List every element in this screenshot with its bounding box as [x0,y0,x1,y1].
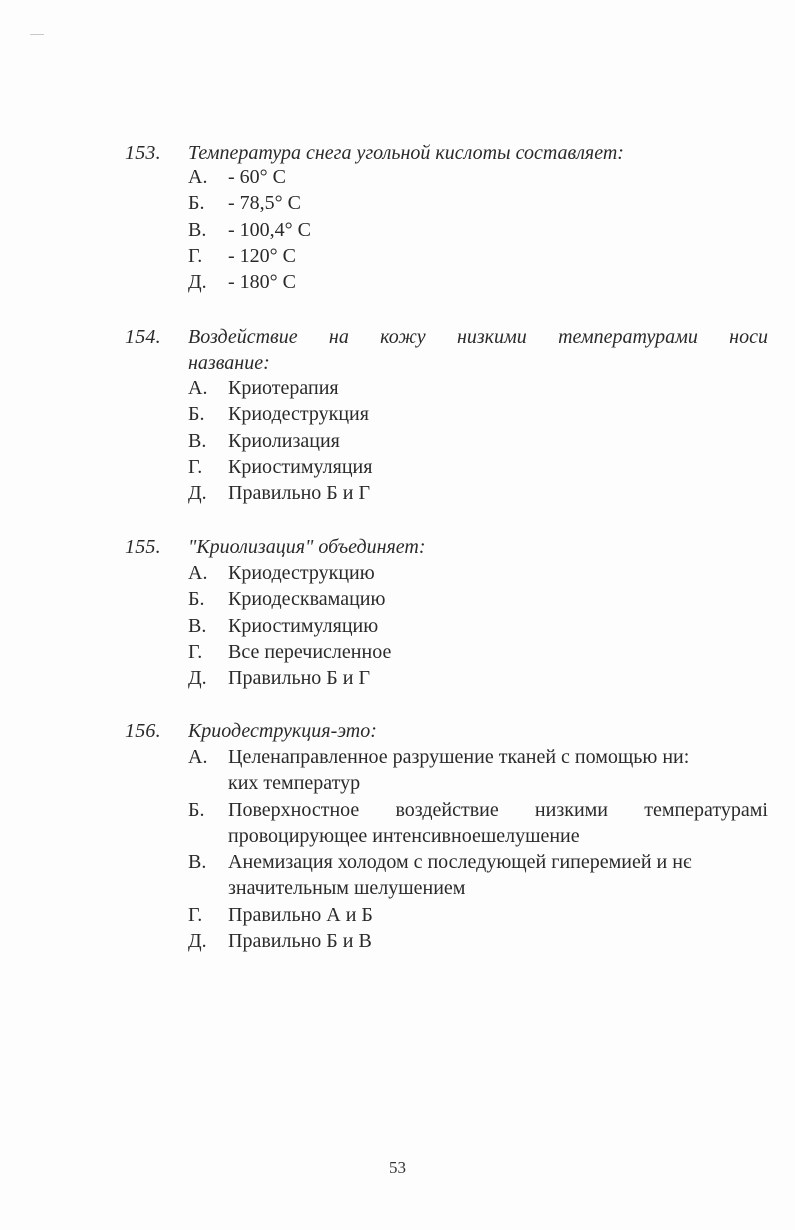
answer-word: воздействие [395,798,499,821]
answer-letter: Г. [188,455,203,478]
answer-text-line-1 [228,797,768,823]
answer-text-line-1: Целенаправленное разрушение тканей с помощью ни: [228,746,690,768]
answer-option [188,902,768,928]
question-text: Криодеструкция-это: [188,720,377,742]
question-number: 154. [125,326,161,348]
answer-text-line-2: провоцирующее интенсивноешелушение [228,824,580,847]
question-word: кожу [380,326,426,348]
answer-text-line-1: Анемизация холодом с последующей гиперемией и нє [228,851,692,874]
answer-letter: Г. [188,244,203,267]
answer-word: температурамі [644,798,768,821]
answer-text: - 100,4° С [228,218,311,241]
answer-letter: Г. [188,640,203,663]
answer-option [188,269,778,295]
answer-text: - 120° С [228,244,296,267]
answer-text: Правильно Б и Г [228,667,371,690]
answer-option [188,164,778,190]
answer-text: Правильно Б и Г [228,482,371,505]
answer-text: Все перечисленное [228,640,392,663]
question-text: "Криолизация" объединяет: [188,536,426,558]
answer-text: Криостимуляцию [228,614,379,637]
answer-letter: А. [188,746,208,768]
answer-letter: Б. [188,192,205,215]
question-word: на [328,326,349,348]
answer-letter: А. [188,562,208,584]
answer-letter: В. [188,614,207,637]
question-number: 156. [125,720,161,742]
answer-option [188,613,778,639]
answer-text: Криодеструкцию [228,562,375,584]
answer-word: низкими [534,798,609,821]
answer-list-155 [188,560,778,691]
question-text-line-1 [188,324,768,350]
answer-list-154 [188,375,778,506]
answer-letter: В. [188,218,207,241]
answer-letter: Д. [188,930,207,953]
answer-letter: Д. [188,271,207,294]
answer-text-line-2: ких температур [228,772,361,795]
question-text-line-2: название: [188,352,270,374]
answer-text: Криостимуляция [228,455,373,478]
answer-option [188,428,778,454]
answer-option [188,401,778,427]
answer-option [188,480,778,506]
answer-option [188,744,768,797]
answer-letter: Б. [188,403,205,426]
answer-text: - 78,5° С [228,192,301,215]
question-text: Температура снега угольной кислоты составляет: [188,142,624,164]
answer-letter: В. [188,851,207,874]
answer-option [188,217,778,243]
scan-artifact [30,34,44,35]
answer-letter: Д. [188,482,207,505]
answer-text: Криотерапия [228,377,339,399]
answer-text: Правильно Б и В [228,930,372,953]
answer-option [188,190,778,216]
answer-option [188,797,768,850]
page-number: 53 [389,1158,406,1177]
answer-list-156 [188,744,768,954]
answer-option [188,928,768,954]
answer-option [188,639,778,665]
question-word: температурами [558,326,698,348]
answer-list-153 [188,164,778,295]
answer-letter: А. [188,377,208,399]
answer-option [188,375,778,401]
answer-letter: В. [188,429,207,452]
answer-option [188,454,778,480]
answer-option [188,586,778,612]
answer-text: Правильно А и Б [228,903,373,926]
answer-option [188,849,768,902]
question-number: 155. [125,536,161,558]
answer-text-line-2: значительным шелушением [228,877,466,900]
answer-letter: А. [188,166,208,188]
answer-letter: Б. [188,588,205,611]
answer-letter: Б. [188,798,205,821]
answer-text: Криолизация [228,429,340,452]
answer-text: - 180° С [228,271,296,294]
answer-word: Поверхностное [228,798,360,821]
answer-option [188,665,778,691]
answer-letter: Д. [188,667,207,690]
question-word: носи [729,326,768,348]
answer-letter: Г. [188,903,203,926]
answer-text: - 60° С [228,166,286,188]
answer-option [188,560,778,586]
question-word: Воздействие [188,326,298,348]
question-word: низкими [456,326,527,348]
answer-text: Криодеструкция [228,403,369,426]
answer-option [188,243,778,269]
question-number: 153. [125,142,161,164]
answer-text: Криодесквамацию [228,588,386,611]
